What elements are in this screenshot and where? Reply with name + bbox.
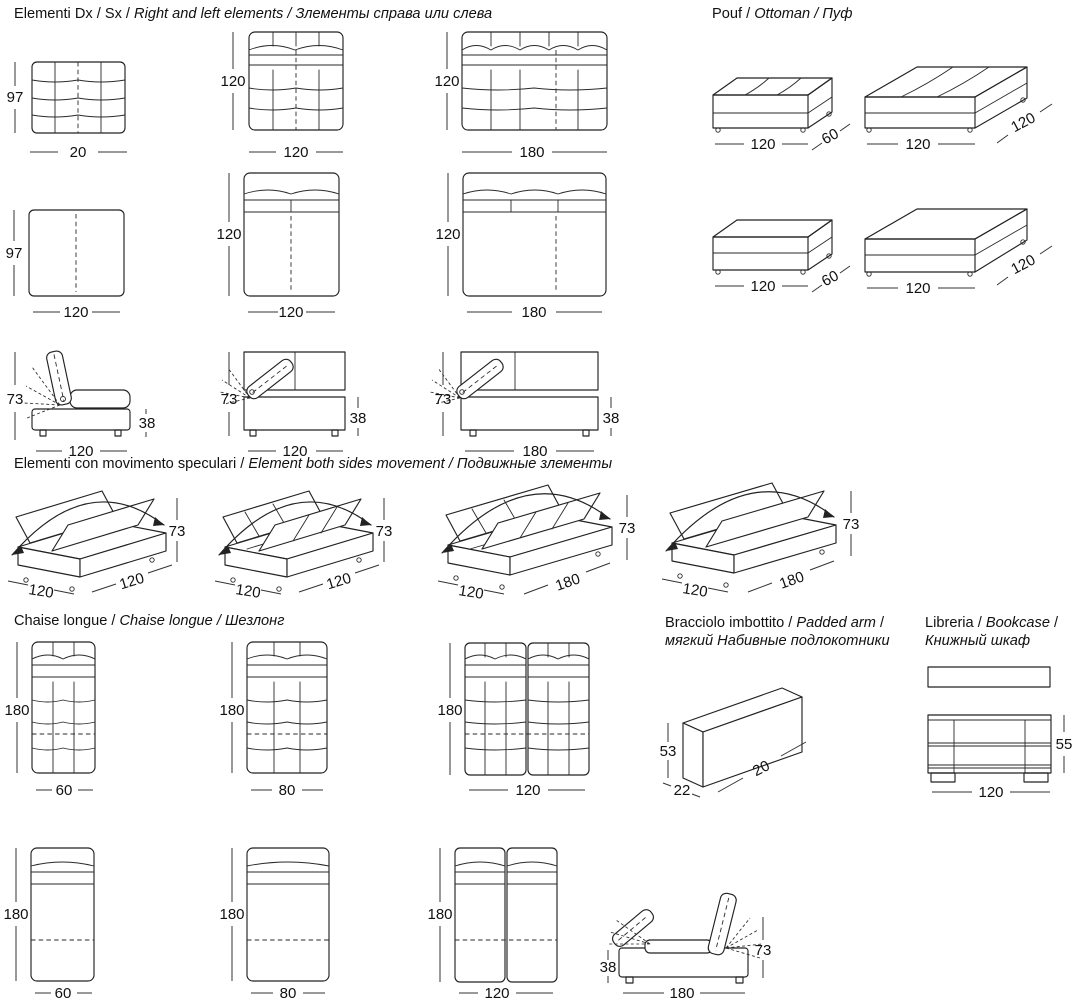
dim-label: 180	[437, 702, 463, 719]
element-topview-tufted-headrest-3	[434, 32, 607, 161]
pouf-plain-120x120	[865, 209, 1052, 297]
section-title: Libreria / Bookcase /	[925, 615, 1059, 631]
dim-label: 120	[515, 782, 541, 799]
section-title: Elementi Dx / Sx / Right and left elements / Злементы справа или слева	[14, 6, 493, 22]
dim-label: 120	[457, 582, 485, 603]
chaise-tufted-180x120	[437, 643, 589, 799]
dim-label: 97	[5, 245, 23, 262]
dim-label: 60	[55, 782, 73, 799]
dim-label: 180	[521, 304, 547, 321]
dim-label: 73	[618, 520, 636, 537]
section-padded-arm	[660, 615, 890, 799]
dim-label: 120	[282, 443, 308, 460]
dim-label: 120	[1008, 251, 1039, 279]
dim-label: 180	[519, 144, 545, 161]
movement-sofa-120x120-tufted	[215, 491, 392, 602]
section-pouf	[712, 6, 1052, 297]
dim-label: 120	[324, 569, 354, 594]
chaise-plain-180x80	[219, 848, 329, 1001]
dim-label: 60	[818, 125, 842, 149]
dim-label: 38	[599, 959, 617, 976]
chaise-tufted-180x60	[4, 642, 95, 799]
pouf-plain-120x60	[713, 220, 850, 295]
section-title-line2: мягкий Набивные подлокотники	[665, 633, 890, 649]
chaise-plain-180x120	[427, 848, 557, 1001]
dim-label: 80	[278, 782, 296, 799]
pouf-tufted-120x120	[865, 67, 1052, 153]
dim-label: 73	[842, 516, 860, 533]
element-topview-plain-headrest-5	[216, 173, 339, 321]
section-bookcase	[925, 615, 1072, 801]
dim-label: 53	[659, 743, 677, 760]
dim-label: 180	[669, 985, 695, 1001]
section-title: Bracciolo imbottito / Padded arm /	[665, 615, 885, 631]
dim-label: 55	[1055, 736, 1073, 753]
section-right-left-elements	[6, 6, 620, 460]
dim-label: 73	[220, 391, 238, 408]
dim-label: 73	[375, 523, 393, 540]
movement-sofa-120x180-plain	[662, 483, 859, 601]
section-title: Chaise longue / Chaise longue / Шезлонг	[14, 613, 285, 629]
dim-label: 120	[220, 73, 246, 90]
dim-label: 180	[427, 906, 453, 923]
dim-label: 120	[434, 73, 460, 90]
section-movement-elements	[8, 456, 859, 603]
dim-label: 120	[27, 581, 55, 602]
dim-label: 120	[750, 278, 776, 295]
dim-label: 120	[435, 226, 461, 243]
dim-label: 120	[234, 581, 262, 602]
movement-sofa-120x180-tufted	[438, 485, 635, 603]
pouf-tufted-120x60	[713, 78, 850, 153]
dim-label: 73	[434, 391, 452, 408]
dim-label: 73	[168, 523, 186, 540]
dim-label: 180	[4, 702, 30, 719]
dim-label: 60	[818, 267, 842, 291]
dim-label: 22	[673, 782, 691, 799]
dim-label: 97	[6, 89, 24, 106]
dim-label: 38	[349, 410, 367, 427]
element-topview-plain-headrest-6	[435, 173, 606, 321]
dim-label: 120	[978, 784, 1004, 801]
element-topview-tufted-headrest-2	[220, 32, 343, 161]
dim-label: 180	[553, 570, 583, 595]
dim-label: 120	[1008, 109, 1039, 137]
element-topview-tufted-1	[7, 62, 127, 161]
dim-label: 120	[905, 136, 931, 153]
dim-label: 120	[117, 569, 147, 594]
bookcase-front-view	[928, 715, 1072, 801]
dim-label: 180	[219, 906, 245, 923]
dim-label: 120	[278, 304, 304, 321]
dim-label: 38	[138, 415, 156, 432]
dim-label: 120	[681, 580, 709, 601]
dim-label: 120	[750, 136, 776, 153]
chaise-plain-180x60	[3, 848, 94, 1001]
element-sideview-recliner-2	[220, 352, 366, 460]
dim-label: 80	[279, 985, 297, 1001]
movement-sofa-120x120-plain	[8, 491, 185, 602]
dim-label: 20	[69, 144, 87, 161]
dim-label: 180	[219, 702, 245, 719]
dim-label: 180	[3, 906, 29, 923]
dim-label: 120	[484, 985, 510, 1001]
dim-label: 120	[63, 304, 89, 321]
section-title-line2: Книжный шкаф	[925, 633, 1031, 649]
padded-arm-drawing	[660, 688, 806, 799]
element-topview-plain-4	[6, 210, 124, 321]
dim-label: 60	[54, 985, 72, 1001]
double-recliner-sideview-180	[600, 892, 772, 1001]
dim-label: 38	[602, 410, 620, 427]
element-sideview-recliner-1	[7, 350, 156, 460]
dim-label: 120	[216, 226, 242, 243]
section-chaise-longue	[3, 613, 771, 1001]
dim-label: 20	[750, 757, 773, 781]
dim-label: 73	[6, 391, 24, 408]
section-title: Elementi con movimento speculari / Element both sides movement / Подвижные злементы	[14, 456, 613, 472]
dim-label: 73	[754, 942, 772, 959]
chaise-tufted-180x80	[219, 642, 327, 799]
dim-label: 120	[283, 144, 309, 161]
dim-label: 180	[777, 568, 807, 593]
element-sideview-recliner-3	[430, 352, 619, 460]
bookcase-top-view	[928, 667, 1050, 687]
dim-label: 120	[68, 443, 94, 460]
dim-label: 180	[522, 443, 548, 460]
dim-label: 120	[905, 280, 931, 297]
section-title: Pouf / Ottoman / Пуф	[712, 6, 853, 22]
